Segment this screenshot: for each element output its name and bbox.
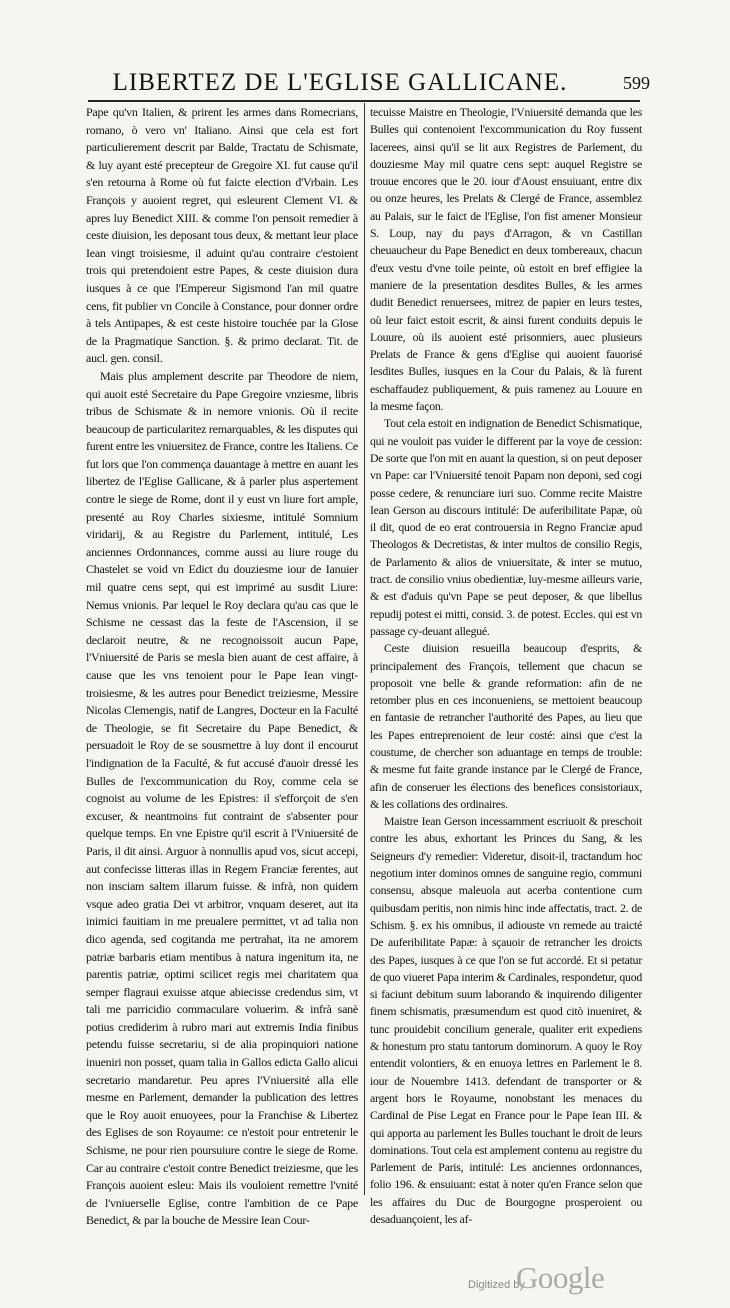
right-paragraph-1: tecuisse Maistre en Theologie, l'Vniuersité demanda que les Bulles qui contenoient l'excommunication du Roy fussent lacerees, ainsi qu'il se lit aux Registres de Parlement, du douziesme May mil quatre cens sept: auquel Registre se trouue encores que le 20. iour d'Aoust ensuiuant, entre dix ou onze heures, les Prelats & Clergé de France, assemblez au Palais, sur le faict de l'Eglise, l'on fist amener Monsieur S. Loup, nay du pays d'Arragon, & vn Castillan cheuaucheur du Pape Benedict en deux tombereaux, chacun d'eux vestu d'vne toile peinte, où estoit en bref effigiee la maniere de la presentation desdites Bulles, & les armes dudit Benedict renuersees, mitrez de papier en leurs testes, où leur faict estoit escrit, & ainsi furent conduits depuis le Louure, où ils auoient esté prisonniers, auec plusieurs Prelats de France & gens d'Eglise qui auoient fauorisé lesdites Bulles, iusques en la Cour du Palais, & là furent eschaffaudez publiquement, & puis ramenez au Louure en la mesme façon. (370, 105, 642, 414)
right-paragraph-4: Maistre Iean Gerson incessamment escriuoit & preschoit contre les abus, exhortant les Princes du Sang, & les Seigneurs d'y remedier: Videretur, disoit-il, tractandum hoc negotium inter dominos omnes de sanguine regio, communi consensu, absque maleuola aut acerba contentione cum quibusdam peritis, non nimis hinc inde affectatis, tract. 2. de Schism. §. ex his omnibus, il adiouste vn remede au traicté De auferibilitate Papæ: à sçauoir de retrancher les droicts des Papes, iusques à ce que l'on se fut accordé. Et si petatur de quo viueret Papa interim & Cardinales, respondetur, quod si faciunt debitum suum laborando & inquirendo diligenter finem schismatis, præsumendum est quod citò inueniret, & tunc prouidebit concilium generale, qualiter erit expediens & honestum pro statu tantorum dominorum. A quoy le Roy entendit volontiers, & en enuoya lettres en Parlement le 8. iour de Nouembre 1413. defendant de transporter or & argent hors le Royaume, nonobstant les menaces du Cardinal de Pise Legat en France pour le Pape Iean III. & qui apporta au parlement les Bulles touchant le droit de leurs dominations. Tout cela est amplement contenu au registre du Parlement de Paris, intitulé: Les anciennes ordonnances, folio 196. & ensuiuant: estat à noter qu'en France selon que les affaires du Duc de Bourgogne prosperoient ou desaduançoient, les af- (370, 814, 642, 1226)
digitized-by-label: Digitized by (468, 1279, 525, 1291)
column-divider (364, 103, 365, 1195)
running-title: LIBERTEZ DE L'EGLISE GALLICANE. (112, 69, 568, 96)
header-rule (88, 100, 640, 102)
right-paragraph-2: Tout cela estoit en indignation de Benedict Schismatique, qui ne vouloit pas vuider le different par la voye de cession: De sorte que l'on mit en auant la question, si on peut deposer vn Pape: car l'Vniuersité tenoit Papam non deponi, sed cogi posse cedere, & renunciare iuri suo. Comme recite Maistre Iean Gerson au discours intitulé: De auferibilitate Papæ, où il dit, quod de eo erat controuersia in Regno Franciæ apud Theologos & Decretistas, & inter multos de consilio Regis, de Parlamento & alios de vniuersitate, & inter se mutuo, tract. de consilio vnius obedientiæ, luy-mesme ailleurs varie, & est d'aduis qu'vn Pape se peut deposer, & que libellus repudij potest ei mitti, consid. 3. de potest. Eccles. qui est vn passage cy-deuant allegué. (370, 416, 642, 638)
left-paragraph-2: Mais plus amplement descrite par Theodore de niem, qui auoit esté Secretaire du Pape Gregoire vnziesme, libris tribus de Schismate & in nemore vnionis. Où il recite beaucoup de particularitez remarquables, & les disputes qui furent entre les vniuersitez de France, contre les Italiens. Ce fut lors que l'on commença dauantage à mettre en auant les libertez de l'Eglise Gallicane, & à parler plus aspertement contre le siege de Rome, dont il y eust vn liure fort ample, presenté au Roy Charles sixiesme, intitulé Somnium viridarij, & au Registre du Parlement, intitulé, Les anciennes Ordonnances, comme aussi au liure rouge du Chastelet se void vn Edict du douziesme iour de Ianuier mil quatre cens sept, qui est imprimé au susdit Liure: Nemus vnionis. Par lequel le Roy declara qu'au cas que le Schisme ne cessast das la feste de l'Ascension, il se declaroit neutre, & ne recognoissoit aucun Pape, l'Vniuersité de Paris se mesla bien auant de cest affaire, à cause que les vns tenoient pour le Pape Iean vingt-troisiesme, & les autres pour Benedict treiziesme, Messire Nicolas Clemengis, natif de Langres, Docteur en la Faculté de Theologie, se fit Secretaire du Pape Benedict, & persuadoit le Roy de se sousmettre à luy dont il encourut l'indignation de la Faculté, & fut accusé d'auoir dressé les Bulles de l'excommunication du Roy, comme cela se cognoist au volume de les Epistres: il s'efforçoit de s'en excuser, & neantmoins fut contraint de s'absenter pour quelque temps. En vne Epistre qu'il escrit à l'Vniuersité de Paris, il dit ainsi. Arguor à nonnullis apud vos, sicut accepi, aut confecisse litteras illas in Regem Franciæ ferentes, aut non insciam saltem illarum fuisse. & infrà, non quidem vsque adeo gratia Dei vt arbitror, vnquam deseret, aut ita inimici fauitiam in me preualere permittet, vt ad talia non dico agenda, sed cogitanda me pertrahat, ita ne amorem patriæ barbaris etiam mentibus à natura ingenitum ita, ne parentis patriæ, optimi scilicet regis mei charitatem qua semper flagraui exuisse atque abiecisse credendus sim, vt tali me parricidio commaculare voluerim. & infrà sanè potius crediderim à rubro mari aut extremis India finibus petendu fuisse secretariu, si de alia propinquiori natione inueniri non posset, quam talia in Gallos edicta Gallo alicui secretario mandaretur. Peu apres l'Vniuersité alla elle mesme en Parlement, demander la publication des lettres que le Roy auoit enuoyees, pour la Franchise & Libertez des Eglises de son Royaume: ce n'estoit pour entretenir le Schisme, ne pour rien poursuiure contre le siege de Rome. Car au contraire c'estoit contre Benedict treiziesme, que les François auoient esleu: Mais ils vouloient remettre l'vnité de l'vniuerselle Eglise, contre l'ambition de ce Pape Benedict, & par la bouche de Messire Iean Cour- (86, 368, 358, 1228)
right-column (370, 104, 642, 1228)
right-paragraph-3: Ceste diuision resueilla beaucoup d'esprits, & principalement des François, tellement que chacun se proposoit vne belle & grande reformation: afin de ne retomber plus en ces inconueniens, se mettoient beaucoup en fantasie de retrancher l'authorité des Papes, au lieu que les Papes entreprenoient de leur costé: ainsi que c'est la coustume, de chercher son aduantage en temps de trouble: & mesme fut faite grande instance par le Clergé de France, afin de conseruer les élections des benefices consistoriaux, & les collations des ordinaires. (370, 641, 642, 811)
page-header (90, 68, 650, 98)
digitized-watermark (468, 1262, 708, 1302)
left-paragraph-1: Pape qu'vn Italien, & prirent les armes dans Romecrians, romano, ò vero vn' Italiano. Ainsi que cela est fort particulierement descrit par Balde, Tractatu de Schismate, & luy ayant esté precepteur de Gregoire XI. fut cause qu'il s'en retourna à Rome où fut faicte election d'Vrbain. Les François y auoient regret, qui esleurent Clement VI. & apres luy Benedict XIII. & comme l'on pensoit remedier à ceste diuision, les deposant tous deux, & mettant leur place Iean vingt troisiesme, il aduint qu'au contraire c'estoient trois qui pretendoient estre Papes, & ceste diuision dura iusques à ce que l'Empereur Sigismond l'an mil quatre cens, fit publier vn Concile à Constance, pour donner ordre à tels Antipapes, & est ceste histoire touchée par la Glose de la Pragmatique Sanction. §. & primo declarat. Tit. de aucl. gen. consil. (86, 105, 358, 366)
page-number: 599 (623, 73, 650, 93)
left-column (86, 104, 358, 1230)
google-logo: Google (516, 1260, 605, 1295)
